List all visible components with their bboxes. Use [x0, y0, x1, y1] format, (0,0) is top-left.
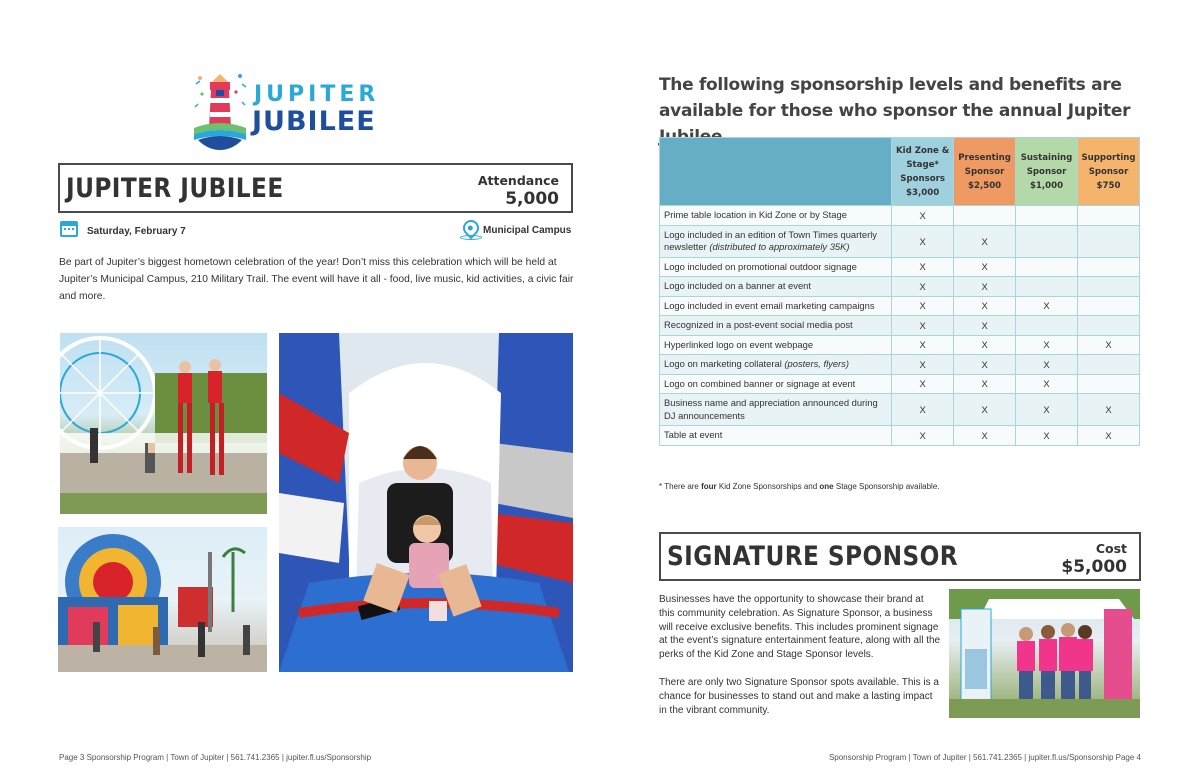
table-row [660, 355, 1140, 375]
table-row [660, 257, 1140, 277]
benefit-mark [1078, 257, 1140, 277]
benefit-mark: X [1016, 296, 1078, 316]
photo-sponsor-booth [949, 589, 1140, 718]
benefit-mark: X [892, 296, 954, 316]
benefit-mark: X [1078, 426, 1140, 446]
table-row [660, 316, 1140, 336]
footnote-text: Stage Sponsorship available. [833, 482, 940, 491]
benefit-mark: X [954, 277, 1016, 297]
benefit-mark: X [1016, 335, 1078, 355]
signature-availability: There are only two Signature Sponsor spots available. This is a chance for businesses to stand out and make a lasting impact in the vibrant community. [659, 677, 939, 716]
benefit-mark: X [892, 277, 954, 297]
benefit-cell [660, 206, 892, 226]
benefit-cell [660, 316, 892, 336]
benefit-mark [954, 206, 1016, 226]
benefit-mark: X [1016, 394, 1078, 426]
benefit-cell [660, 426, 892, 446]
benefit-mark [1078, 277, 1140, 297]
benefit-cell [660, 225, 892, 257]
table-footnote [659, 482, 940, 491]
table-row [660, 277, 1140, 297]
benefit-text: Prime table location in Kid Zone or by Stage [664, 209, 847, 220]
footnote-bold: four [701, 482, 717, 491]
jupiter-jubilee-logo [192, 70, 407, 152]
benefit-mark [1078, 296, 1140, 316]
benefit-mark: X [892, 374, 954, 394]
benefit-text: Logo included on promotional outdoor signage [664, 260, 857, 272]
benefit-mark: X [954, 394, 1016, 426]
benefit-text: Business name and appreciation announced during DJ announcements [664, 397, 878, 421]
benefit-mark: X [954, 296, 1016, 316]
logo-text-jupiter: JUPITER [254, 82, 380, 107]
column-name: Kid Zone & Stage* Sponsors [895, 145, 950, 184]
cost-label: Cost [1095, 541, 1127, 556]
table-header-col [1078, 138, 1140, 206]
benefit-cell [660, 257, 892, 277]
table-header-col [1016, 138, 1078, 206]
benefit-note: (posters, flyers) [784, 358, 849, 369]
event-title-box [58, 163, 573, 213]
footnote-bold: one [819, 482, 834, 491]
cost-value: $5,000 [1061, 557, 1127, 577]
benefit-mark: X [892, 257, 954, 277]
right-footer: Sponsorship Program | Town of Jupiter | 561.741.2365 | jupiter.fl.us/Sponsorship Page 4 [828, 753, 1141, 762]
footnote-text: Kid Zone Sponsorships and [716, 482, 820, 491]
lighthouse-icon [192, 70, 248, 152]
event-date: Saturday, February 7 [87, 226, 186, 237]
table-row [660, 296, 1140, 316]
benefit-mark [1078, 206, 1140, 226]
benefit-mark: X [1016, 374, 1078, 394]
photo-bounce-house [58, 527, 267, 672]
benefit-mark: X [892, 426, 954, 446]
benefit-mark: X [892, 394, 954, 426]
benefit-mark: X [954, 225, 1016, 257]
benefit-mark [1078, 316, 1140, 336]
table-header-benefit [660, 138, 892, 206]
left-footer: Page 3 Sponsorship Program | Town of Jupiter | 561.741.2365 | jupiter.fl.us/Sponsorship [59, 753, 372, 762]
sponsorship-table [659, 137, 1140, 446]
benefit-cell [660, 374, 892, 394]
location-pin-base-icon [460, 235, 482, 240]
table-row [660, 225, 1140, 257]
benefit-text: Logo included in event email marketing campaigns [664, 299, 875, 311]
table-header-col [892, 138, 954, 206]
benefit-mark: X [892, 316, 954, 336]
benefit-mark [1016, 257, 1078, 277]
event-location: Municipal Campus [483, 225, 572, 236]
benefit-mark: X [954, 257, 1016, 277]
event-description: Be part of Jupiter’s biggest hometown celebration of the year! Don’t miss this celebration which will be held at Jupiter’s Municipal Campus, 210 Military Trail. The event will have it all - food, live music, kid activities, a civic fair and more. [59, 257, 574, 302]
table-header-row [660, 138, 1140, 206]
photo-ferris-wheel-stilt-walkers [60, 333, 267, 514]
benefit-mark: X [954, 355, 1016, 375]
benefit-mark [1078, 374, 1140, 394]
signature-sponsor-box [659, 532, 1141, 581]
attendance-value: 5,000 [505, 189, 559, 209]
benefit-cell [660, 296, 892, 316]
column-price: $750 [1096, 180, 1121, 191]
signature-description: Businesses have the opportunity to showcase their brand at this community celebration. As Signature Sponsor, a business will receive exclusive benefits. This includes prominent signage at the event’s signature entertainment feature, along with all the perks of the Kid Zone and Stage Sponsor levels. [659, 594, 941, 661]
benefit-mark: X [892, 225, 954, 257]
column-name: Supporting Sponsor [1081, 152, 1136, 177]
benefit-mark: X [1016, 355, 1078, 375]
benefit-cell [660, 394, 892, 426]
benefit-mark: X [954, 426, 1016, 446]
benefit-mark [1078, 355, 1140, 375]
benefit-mark: X [892, 335, 954, 355]
table-row [660, 335, 1140, 355]
benefit-note: (distributed to approximately 35K) [709, 241, 850, 252]
table-row [660, 426, 1140, 446]
benefit-mark [1016, 316, 1078, 336]
benefit-mark: X [892, 206, 954, 226]
benefit-mark [1078, 225, 1140, 257]
benefit-mark [1016, 206, 1078, 226]
benefit-text: Table at event [664, 429, 723, 440]
table-row [660, 394, 1140, 426]
signature-sponsor-title: SIGNATURE SPONSOR [667, 541, 959, 572]
benefit-text: Logo included on a banner at event [664, 280, 811, 291]
benefit-text: Hyperlinked logo on event webpage [664, 338, 814, 350]
benefit-mark [1016, 225, 1078, 257]
footnote-text: * There are [659, 482, 702, 491]
benefit-cell [660, 335, 892, 355]
column-price: $3,000 [906, 187, 940, 198]
table-row [660, 374, 1140, 394]
benefit-mark: X [954, 335, 1016, 355]
benefit-mark: X [892, 355, 954, 375]
benefit-mark [1016, 277, 1078, 297]
column-name: Presenting Sponsor [958, 152, 1011, 177]
attendance-label: Attendance [477, 173, 559, 188]
benefit-text: Logo on combined banner or signage at event [664, 377, 856, 389]
photo-kids-on-slide [279, 333, 573, 672]
logo-text-jubilee: JUBILEE [252, 106, 376, 137]
column-name: Sustaining Sponsor [1020, 152, 1073, 177]
sponsorship-table-body [660, 206, 1140, 446]
benefit-mark: X [1078, 335, 1140, 355]
benefit-mark: X [1016, 426, 1078, 446]
benefit-text: Logo included in an edition of Town Times quarterly newsletter [664, 228, 877, 252]
benefit-mark: X [954, 374, 1016, 394]
table-header-col [954, 138, 1016, 206]
benefit-text: Recognized in a post-event social media post [664, 319, 853, 330]
benefit-text: Logo on marketing collateral [664, 358, 785, 369]
event-info-row [60, 219, 572, 243]
benefit-cell [660, 277, 892, 297]
column-price: $2,500 [967, 180, 1002, 191]
sponsorship-heading: The following sponsorship levels and benefits are available for those who sponsor the annual Jupiter [659, 75, 1131, 121]
event-title: JUPITER JUBILEE [66, 173, 284, 204]
calendar-icon [60, 221, 78, 237]
benefit-mark: X [954, 316, 1016, 336]
column-price: $1,000 [1029, 180, 1064, 191]
right-page [600, 0, 1200, 776]
benefit-cell [660, 355, 892, 375]
benefit-mark: X [1078, 394, 1140, 426]
table-row [660, 206, 1140, 226]
